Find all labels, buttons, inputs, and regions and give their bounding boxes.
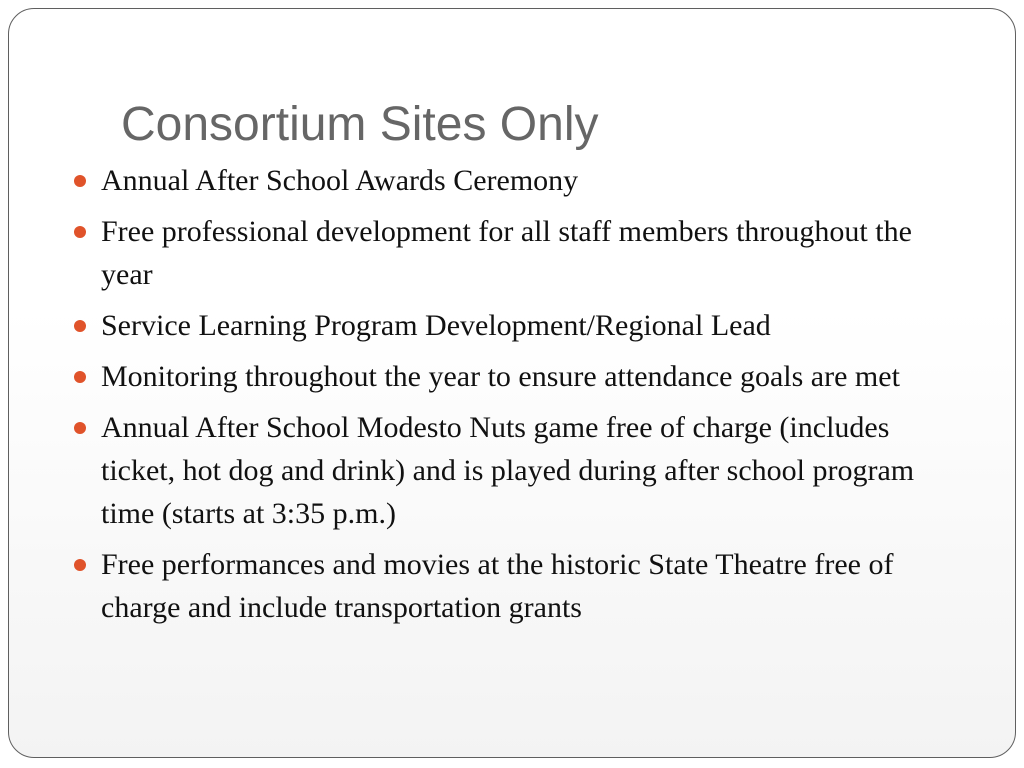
bullet-dot-icon (74, 175, 86, 187)
bullet-list (69, 159, 969, 637)
bullet-text: Service Learning Program Development/Regional Lead (101, 309, 771, 342)
bullet-item (69, 355, 969, 398)
bullet-dot-icon (74, 226, 86, 238)
bullet-text: Annual After School Awards Ceremony (101, 164, 579, 197)
bullet-text: Annual After School Modesto Nuts game free of charge (includes ticket, hot dog and drink) and is played during after school program time (starts at 3:35 p.m.) (101, 411, 915, 530)
bullet-item (69, 159, 969, 202)
bullet-dot-icon (74, 320, 86, 332)
bullet-item (69, 304, 969, 347)
bullet-text: Free performances and movies at the historic State Theatre free of charge and include transportation grants (101, 548, 894, 624)
slide-title: Consortium Sites Only (121, 98, 599, 151)
slide-frame (8, 8, 1016, 758)
bullet-item (69, 543, 969, 629)
bullet-dot-icon (74, 371, 86, 383)
bullet-dot-icon (74, 559, 86, 571)
bullet-dot-icon (74, 422, 86, 434)
bullet-item (69, 406, 969, 535)
bullet-item (69, 210, 969, 296)
bullet-text: Free professional development for all staff members throughout the year (101, 215, 912, 291)
bullet-text: Monitoring throughout the year to ensure attendance goals are met (101, 360, 900, 393)
